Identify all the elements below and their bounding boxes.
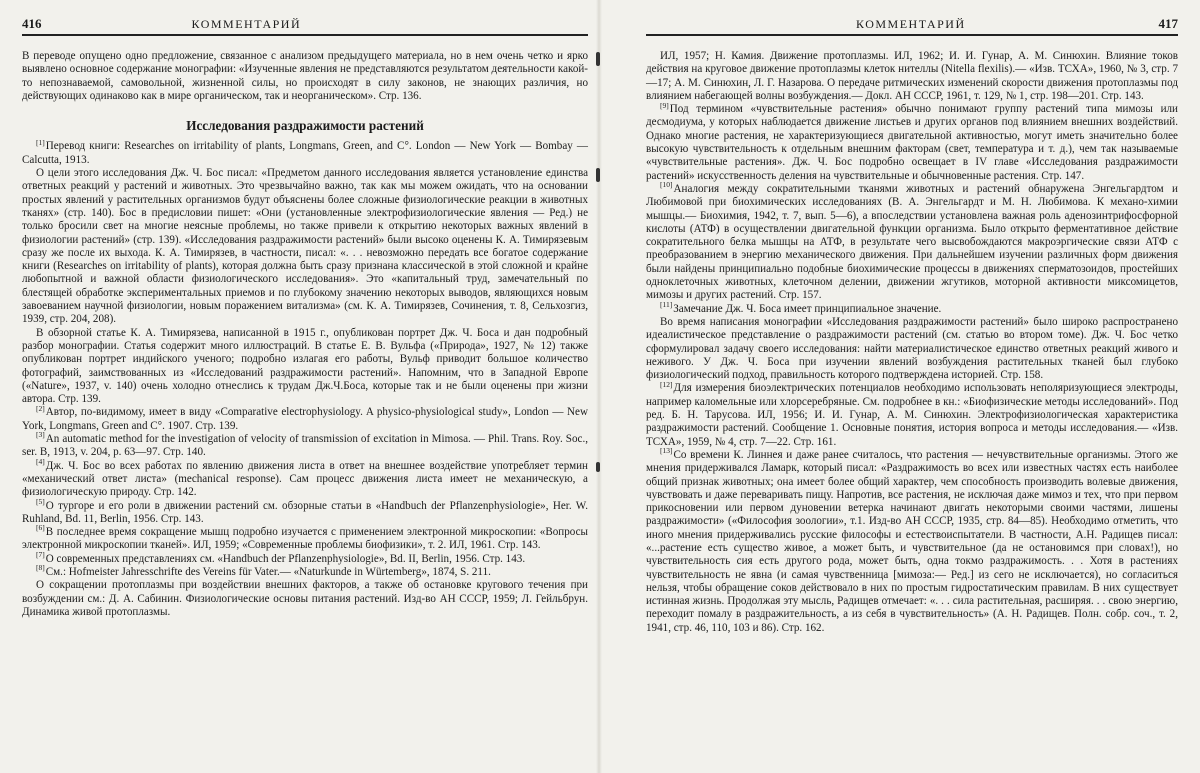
- note-number: [9]: [660, 100, 669, 110]
- note-text: В обзорной статье К. А. Тимирязева, написанной в 1915 г., опубликован портрет Дж. Ч. Боса и дан подробный разбор монографии. Статья содержит много иллюстраций. В статье Е. В. Вульфа («Природа», 1927, № 12) также опубликован портрет индийского ученого; подробно излагая его работы, Вульф приводит большое количество фотографий, заимствованных из «Исследований раздражимости растений». Напомним, что в Западной Европе («Nature», 1937, v. 140) очень холодно отнеслись к трудам Дж.Ч.Боса, которые так и не были оценены при жизни автора. Стр. 139.: [22, 326, 588, 406]
- note-paragraph: [22, 430, 588, 460]
- running-head: [646, 10, 1178, 32]
- note-paragraph: [22, 456, 588, 500]
- note-paragraph: [22, 550, 588, 566]
- note-paragraph: [22, 496, 588, 527]
- note-text: Для измерения биоэлектрических потенциалов необходимо использовать неполяризующиеся электроды, например каломельные или хлорсеребряные. См. подробнее в кн.: «Биофизические методы исследований». Под ред. Б. Н. Тарусова. ИЛ, 1956; И. И. Гунар, А. М. Синюхин. Электрофизиологическая характеристика раздражимости растений. Сообщение 1. Основные понятия, история вопроса и методы исследования.— «Изв. ТСХА», 1959, № 4, стр. 7—22. Стр. 161.: [646, 382, 1178, 448]
- note-paragraph: [22, 523, 588, 553]
- note-number: [4]: [36, 456, 45, 466]
- notes-list: [646, 50, 1178, 635]
- note-text: См.: Hofmeister Jahresschrifte des Vereins für Vater.— «Naturkunde in Würtemberg», 1874, S. 211.: [45, 565, 491, 578]
- running-head: [22, 10, 588, 32]
- note-number: [3]: [36, 430, 45, 440]
- note-paragraph: [646, 379, 1178, 448]
- note-paragraph: [22, 563, 588, 579]
- page-body: [646, 50, 1178, 635]
- page-number: 416: [22, 16, 42, 31]
- note-paragraph: [646, 100, 1178, 183]
- note-text: Со времени К. Линнея и даже ранее считалось, что растения — нечувствительные организмы. Этого же мнения придерживался Ламарк, который писал: «Раздражимость во всех или известных частях есть наиболее общий признак животных; она имеет более общий характер, чем способность производить волевые движения, чувствовать и даже переваривать пищу. Напротив, все растения, не исключая даже мимоз и тех, что при первом прикосновении или первом дуновении ветерка начинают двигать некоторыми своими частями, лишены раздражимости» («Философия зоологии», т.1. Изд-во АН СССР, 1935, стр. 84—85). Необходимо отметить, что иного мнения придерживались русские философы и естествоиспытатели. В частности, А.Н. Радищев писал: «...растение есть существо живое, а может быть, и чувствительное (да не остановимся при словах!), но чувствительность сия есть другого рода, может быть, одна токмо раздражимость. . . Хотя в растениях чувствительность не явна (и самая чувственница [мимоза:— Ред.] из сего не исключается), но согласиться нельзя, чтобы обращение соков действовало в них по простым гидростатическим правилам. В них существует истинная жизнь. Продолжая эту мысль, Радищев отмечает: «. . . сила растительная, расширяя. . . свою энергию, переходит помалу в раздражительность, а из себя в чувствительность» (А. Н. Радищев. Полн. собр. соч., т. 2, 1941, стр. 46, 110, 103 и 86). Стр. 162.: [646, 448, 1178, 634]
- note-paragraph: [22, 137, 588, 167]
- note-text: В последнее время сокращение мышц подробно изучается с применением электронной микроскопии: «Вопросы электронной микроскопии тканей». ИЛ, 1959; «Современные проблемы биофизики», т. 2. ИЛ, 1961. Стр. 143.: [22, 526, 588, 552]
- note-number: [8]: [36, 563, 45, 573]
- note-paragraph: [646, 180, 1178, 303]
- note-text: О цели этого исследования Дж. Ч. Бос писал: «Предметом данного исследования является установление единства ответных реакций у растений и животных. Это чрезвычайно важно, так как мы можем ожидать, что на основании простых явлений у растительных организмов будут объяснены более сложные физиологические реакции в животных тканях» (стр. 140). Бос в предисловии пишет: «Они (установленные электрофизиологические явления — Ред.) не только бросили свет на многие неясные проблемы, но также привели к открытию некоторых важных явлений в физиологии растений» (стр. 139). «Исследования раздражимости растений» были высоко оценены К. А. Тимирязевым сразу же после их выхода. К. А. Тимирязев, в частности, писал: «. . . невозможно передать все богатое содержание книги (Researches on irritability of plants), которая должна быть сразу признана классической в этой сложной и крайне любопытной и важной области физиологического исследования». Это «капитальный труд, замечательный по блестящей обработке экспериментальных приемов и по глубокому значению некоторых выводов, являющихся новым завоеванием научной физиологии, новым поражением витализма» (см. К. А. Тимирязев, Сочинения, т. 8, Сельхозгиз, 1939, стр. 204, 208).: [22, 167, 588, 326]
- note-text: An automatic method for the investigation of velocity of transmission of excitation in Mimosa. — Phil. Trans. Roy. Soc., ser. B, 1913, v. 204, p. 63—97. Стр. 140.: [22, 433, 588, 459]
- note-number: [11]: [660, 299, 673, 309]
- note-number: [6]: [36, 523, 45, 533]
- page-number: 417: [1158, 16, 1178, 31]
- right-page: [600, 0, 1200, 773]
- note-number: [12]: [660, 379, 673, 389]
- note-number: [10]: [660, 180, 673, 190]
- note-number: [5]: [36, 496, 45, 506]
- header-rule: [646, 34, 1178, 36]
- note-paragraph: [646, 50, 1178, 103]
- note-text: Под термином «чувствительные растения» обычно понимают группу растений типа мимозы или десмодиума, у которых наблюдается движение листьев и других органов под влиянием внешних воздействий. Однако многие растения, не характеризующиеся двигательной активностью, могут иметь значительно более высокую чувствительность к отдельным внешним факторам (свет, температура и т. д.), чем так называемые «чувствительные растения». Дж. Ч. Бос подробно освещает в IV главе «Исследования раздражимости растений» искусственность деления на чувствительные и обычновенные растения. Стр. 147.: [646, 103, 1178, 182]
- note-paragraph: [646, 299, 1178, 316]
- note-text: Перевод книги: Researches on irritability of plants, Longmans, Green, and C°. London — New York — Bombay — Calcutta, 1913.: [22, 140, 588, 166]
- note-paragraph: [22, 579, 588, 619]
- section-title: Исследования раздражимости растений: [186, 118, 424, 134]
- note-paragraph: [22, 403, 588, 433]
- intro-paragraph: В переводе опущено одно предложение, связанное с анализом предыдущего материала, но в нем очень четко и ярко выявлено основное содержание монографии: «Изученные явления не представляются результатом деятельности какой-то непознаваемой, самовольной, жизненной силы, но происходят в силу законов, не знающих различия, но действующих одинаково как в мире органическом, так и неорганическом». Стр. 136.: [22, 50, 588, 102]
- note-paragraph: [22, 167, 588, 327]
- note-paragraph: [22, 327, 588, 407]
- note-text: О современных представлениях см. «Handbuch der Pflanzenphysiologie», Bd. II, Berlin, 1956. Стр. 143.: [45, 552, 526, 565]
- notes-list: [22, 137, 588, 619]
- page-body: [22, 50, 588, 619]
- note-text: Во время написания монографии «Исследования раздражимости растений» было широко распространено идеалистическое представление о раздражимости растений (см. статью во втором томе). Дж. Ч. Бос четко сформулировал задачу своего исследования: найти материалистическое единство ответных реакций живого и неживого. У Дж. Ч. Боса при изучении явлений возбуждения растительных тканей был глубоко физиологический подход, правильность которого подтверждена историей. Стр. 158.: [646, 315, 1178, 382]
- note-text: ИЛ, 1957; Н. Камия. Движение протоплазмы. ИЛ, 1962; И. И. Гунар, А. М. Синюхин. Влияние токов действия на круговое движение протоплазмы клеток нителлы (Nitella flexilis).— «Изв. ТСХА», 1960, № 3, стр. 7—17; А. М. Синюхин, Л. Г. Назарова. О передаче ритмических изменений скорости движения протоплазмы под влиянием набегающей волны возбуждения.— Докл. АН СССР, 1961, т. 129, № 1, стр. 198—201. Стр. 143.: [646, 50, 1178, 102]
- note-text: О тургоре и его роли в движении растений см. обзорные статьи в «Handbuch der Pflanzenphysiologie», Her. W. Ruhland, Bd. 11, Berlin, 1956. Стр. 143.: [22, 499, 588, 525]
- note-number: [1]: [36, 137, 45, 147]
- note-number: [13]: [660, 446, 673, 456]
- note-paragraph: [646, 446, 1178, 635]
- running-head-title: КОММЕНТАРИЙ: [191, 17, 302, 31]
- note-text: Автор, по-видимому, имеет в виду «Comparative electrophysiology. A physico-physiological study», London — New York, Longmans, Green and C°. 1907. Стр. 139.: [22, 406, 588, 432]
- note-paragraph: [646, 316, 1178, 382]
- note-text: Замечание Дж. Ч. Боса имеет принципиальное значение.: [673, 302, 942, 315]
- note-text: Аналогия между сократительными тканями животных и растений обнаружена Энгельгардтом и Любимовой при биохимических исследованиях (В. А. Энгельгардт и М. Н. Любимова. К механо-химии мышцы.— Биохимия, 1942, т. 7, вып. 5—6), а впоследствии установлена важная роль аденозинтрифосфорной кислоты (АТФ) в осуществлении двигательной функции организма. Было открыто ферментативное действие сократительного белка мышцы на АТФ, в результате чего высвобождаются макроэргические связи АТФ с преобразованием в энергию механического движения. При дальнейшем изучении различных форм движения были найдены принципиально подобные биохимические процессы в движениях сперматозоидов, простейших одноклеточных животных, клеточном делении, движении жгутиков, моторной активности миксомицетов, мимозы и других растений. Стр. 157.: [646, 182, 1178, 302]
- header-rule: [22, 34, 588, 36]
- note-number: [2]: [36, 403, 45, 413]
- note-text: О сокращении протоплазмы при воздействии внешних факторов, а также об остановке кругового течения при возбуждении см.: Д. А. Сабинин. Физиологические основы питания растений. Изд-во АН СССР, 1959; Л. Гейльбрун. Динамика живой протоплазмы.: [22, 579, 588, 618]
- running-head-title: КОММЕНТАРИЙ: [856, 17, 966, 31]
- note-number: [7]: [36, 550, 45, 559]
- note-text: Дж. Ч. Бос во всех работах по явлению движения листа в ответ на внешнее воздействие употребляет термин «механический ответ листа» (mechanical response). Сам процесс движения листа имеет не механическую, а физиологическую природу. Стр. 142.: [22, 459, 588, 499]
